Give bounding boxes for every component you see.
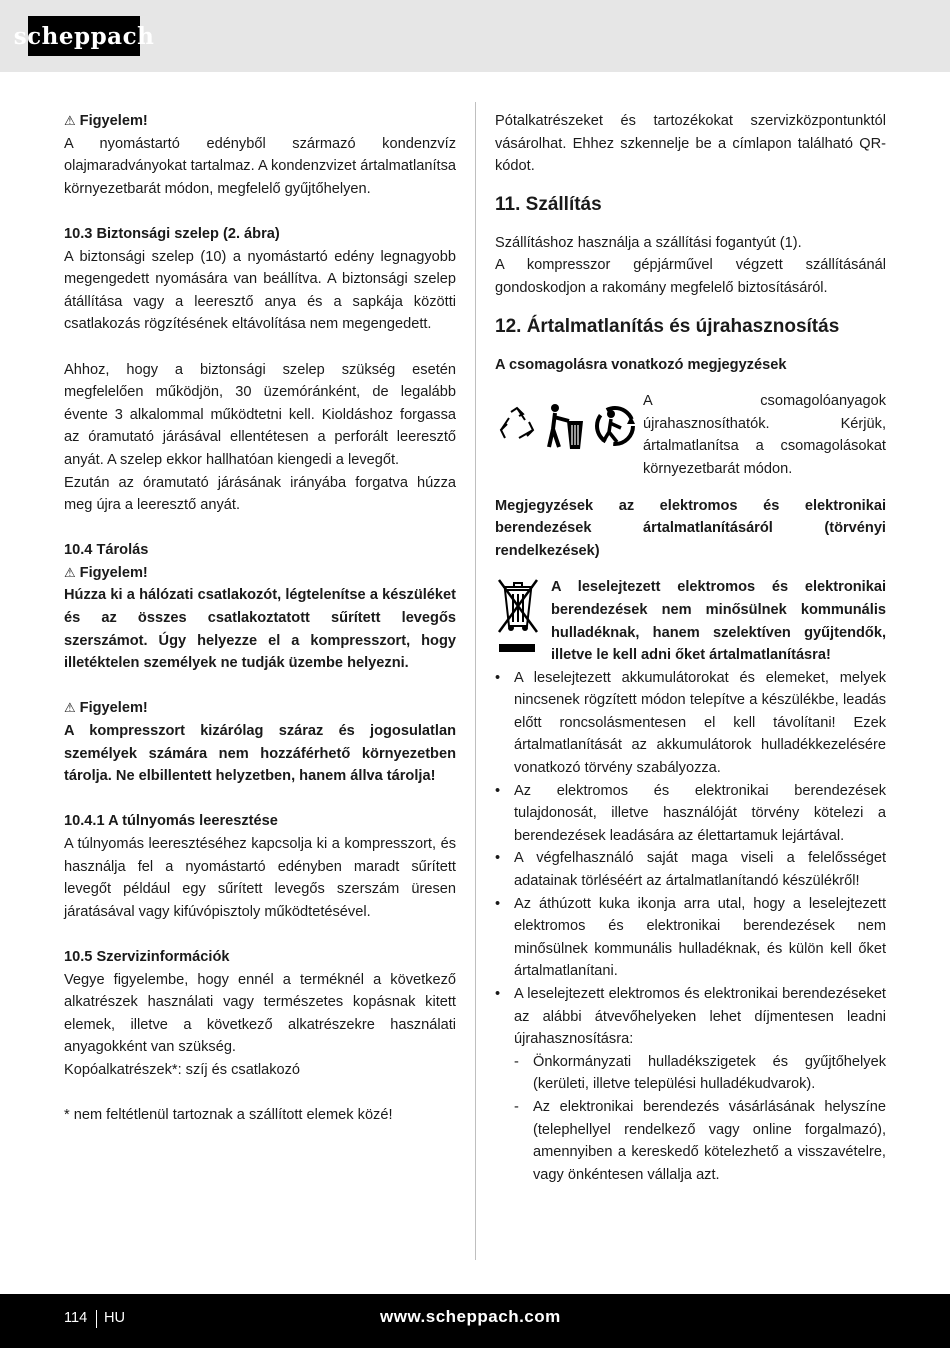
warning-heading: ⚠ Figyelem!: [64, 113, 148, 129]
packaging-recycling-block: [495, 390, 886, 480]
list-item: • Az elektromos és elektronikai berendezések tulajdonosát, illetve használóját törvény kötelezi a berendezések leadására az élettartamuk lejártával.: [495, 780, 886, 848]
warning-heading: ⚠ Figyelem!: [64, 564, 148, 581]
section-10-3-title: 10.3 Biztonsági szelep (2. ábra): [64, 225, 280, 242]
disposal-bullet-list: [495, 667, 886, 1187]
website-link[interactable]: www.scheppach.com: [380, 1307, 561, 1326]
footnote: * nem feltétlenül tartoznak a szállított elemek közé!: [64, 1107, 393, 1124]
list-item: - Az elektronikai berendezés vásárlásának helyszíne (telephellyel rendelkező vagy online forgalmazó), amennyiben a kereskedő kötelezhető a visszavételre, vagy önkéntesen vállalja azt.: [514, 1096, 886, 1186]
safety-valve-paragraph-2: Ahhoz, hogy a biztonsági szelep szükség esetén megfelelően működjön, 30 üzemóránként, de legalább évente 3 alkalommal működtetni kell. Kioldáshoz forgassa az óramutató járásával ellentétesen a perforált leeresztő anyát. A szelep ekkor hallhatóan kiengedi a levegőt.: [64, 361, 456, 468]
page-number: 114: [64, 1310, 88, 1326]
weee-black-bar: [499, 644, 535, 652]
list-item: • A végfelhasználó saját maga viseli a felelősséget adatainak törléséért az ártalmatlanítandó készülékről!: [495, 847, 886, 892]
section-12-title: 12. Ártalmatlanítás és újrahasznosítás: [495, 315, 840, 337]
transport-paragraph-2: A kompresszor gépjárművel végzett szállításánál gondoskodjon a rakomány megfelelő biztosításáról.: [495, 257, 886, 296]
person-bin-icon: [543, 401, 587, 451]
packaging-notes-title: A csomagolásra vonatkozó megjegyzések: [495, 356, 787, 373]
safety-valve-paragraph-3: Ezután az óramutató járásának irányába forgatva húzza meg újra a leeresztő anyát.: [64, 474, 456, 514]
packaging-recycling-text: A csomagolóanyagok újrahasznosíthatók. Kérjük, ártalmatlanítsa a csomagolásokat környezetbarát módon.: [643, 393, 886, 477]
overpressure-release-text: A túlnyomás leeresztéséhez kapcsolja ki a kompresszort, és használja fel a nyomástartó edényben maradt sűrített levegőt például egy sűrített levegős szerszám üresen járatásával vagy kifúvópisztoly működtetésével.: [64, 836, 456, 920]
warning-heading: ⚠ Figyelem!: [64, 700, 148, 717]
spare-parts-intro: Pótalkatrészeket és tartozékokat szervizközpontunktól vásárolhat. Ehhez szkennelje be a címlapon található QR-kódot.: [495, 113, 886, 175]
weee-notes-title: Megjegyzések az elektromos és elektronikai berendezések ártalmatlanításáról (törvényi rendelkezések): [495, 497, 886, 559]
section-10-5-title: 10.5 Szervizinformációk: [64, 948, 230, 965]
service-info-paragraph: Vegye figyelembe, hogy ennél a terméknél a következő alkatrészek használati vagy természetes kopásnak kitett elemek, illetve a következő alkatrészekre használati anyagokként van szükség.: [64, 971, 456, 1056]
weee-warning-text: A leselejtezett elektromos és elektronikai berendezések nem minősülnek kommunális hulladéknak, hanem szelektíven gyűjtendők, illetve le kell adni őket ártalmatlanításra!: [551, 579, 886, 664]
collection-points-list: [514, 1051, 886, 1187]
list-item: - Önkormányzati hulladékszigetek és gyűjtőhelyek (kerületi, illetve települési hulladékudvarok).: [514, 1051, 886, 1096]
column-divider: [475, 102, 476, 1260]
right-column: [495, 110, 886, 1186]
warning-triangle-icon: ⚠: [64, 113, 76, 128]
section-11-title: 11. Szállítás: [495, 193, 602, 215]
brand-logo-text: scheppach: [13, 22, 155, 50]
warning-triangle-icon: ⚠: [64, 564, 76, 580]
brand-logo: [13, 16, 155, 56]
transport-paragraph-1: Szállításhoz használja a szállítási fogantyút (1).: [495, 234, 802, 251]
header-bar: [0, 0, 950, 72]
section-10-4-1-title: 10.4.1 A túlnyomás leeresztése: [64, 813, 278, 830]
storage-warning-text: Húzza ki a hálózati csatlakozót, légtelenítse a készüléket és az összes csatlakoztatott sűrített levegős szerszámot. Úgy helyezze el a kompresszort, hogy illetéktelen személyek ne tudják üzembe helyezni.: [64, 587, 456, 672]
storage-location-warning-text: A kompresszort kizárólag száraz és jogosulatlan személyek számára nem hozzáférhető környezetben tárolja. Ne elbillentett helyzetben, hanem állva tárolja!: [64, 723, 456, 785]
list-item: • Az áthúzott kuka ikonja arra utal, hogy a leselejtezett elektromos és elektronikai berendezések nem minősülnek kommunális hulladéknak, és külön kell őket ártalmatlanítani.: [495, 893, 886, 983]
left-column: [64, 110, 456, 1127]
recycle-person-icon: [591, 402, 639, 450]
language-code: HU: [104, 1310, 126, 1326]
warning-triangle-icon: ⚠: [64, 700, 76, 716]
weee-block: [495, 576, 886, 666]
safety-valve-paragraph-1: A biztonsági szelep (10) a nyomástartó edény legnagyobb megengedett nyomására van beállítva. A biztonsági szelep átállítása vagy a leeresztő anya és a sapkája közötti csatlakozás rögzítésének eltávolítása nem megengedett.: [64, 248, 456, 333]
recycling-icons: [495, 396, 643, 456]
footer-bar: [0, 1294, 950, 1348]
condensate-warning-text: A nyomástartó edényből származó kondenzvíz olajmaradványokat tartalmaz. A kondenzvizet ártalmatlanítsa környezetbarát módon, megfelelő gyűjtőhelyen.: [64, 135, 456, 197]
crossed-bin-icon: [495, 576, 551, 652]
page-separator: [96, 1310, 97, 1328]
wear-parts-line: Kopóalkatrészek*: szíj és csatlakozó: [64, 1061, 301, 1078]
section-10-4-title: 10.4 Tárolás: [64, 542, 149, 559]
list-item: • A leselejtezett akkumulátorokat és elemeket, melyek nincsenek rögzített módon telepítve a készülékbe, leadás előtt roncsolásmentesen el kell távolítani! Ezek ártalmatlanítását az akkumulátorok hulladékkezelésére vonatkozó törvény szabályozza.: [495, 667, 886, 780]
recycle-arrows-icon: [495, 404, 539, 448]
list-item: • A leselejtezett elektromos és elektronikai berendezéseket az alábbi átvevőhelyeken lehet díjmentesen leadni újrahasznosításra: - Önkormányzati hulladékszigetek és gyűjtőhelyek (kerületi, illetve települési hulladékudvarok). - Az elektronikai berendezés vásárlásának helyszíne (telephellyel rendelkező vagy online forgalmazó), amennyiben a kereskedő kötelezhető a visszavételre, vagy önkéntesen vállalja azt.: [495, 983, 886, 1186]
